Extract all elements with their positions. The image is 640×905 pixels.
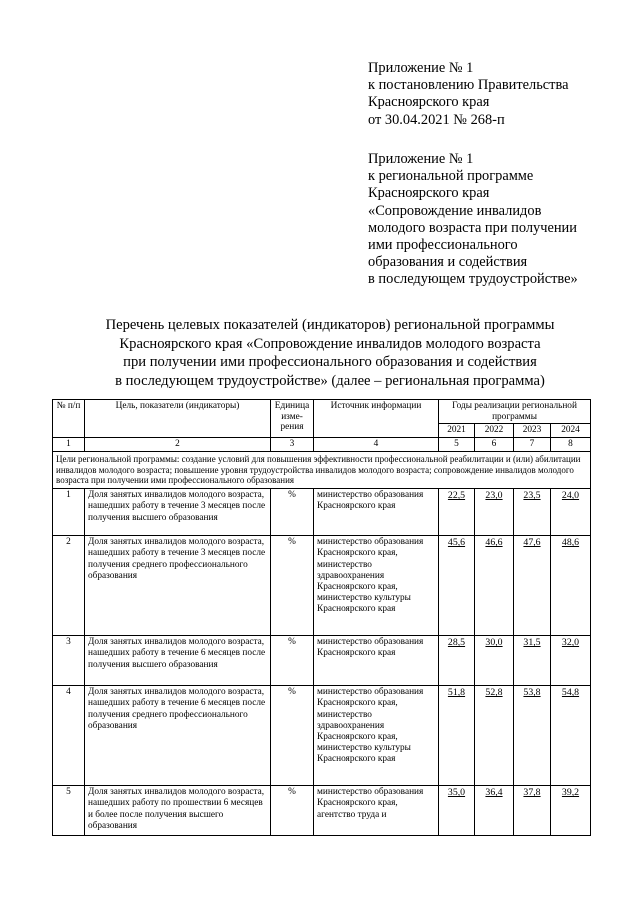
goal-text: Цели региональной программы: создание условий для повышения эффективности профессиональной реабилитации и (или) абилитации инвалидов молодого возраста; повышение уровня трудоустройства инвалидов молодого возраста; сопровождение инвалидов молодого возраста при получении ими профессионального образования [53,451,591,488]
table-row [53,489,591,536]
header-year: 2021 [439,424,475,438]
header-year: 2022 [475,424,514,438]
appendix-1-line: к постановлению Правительства [368,77,569,94]
table-row [53,786,591,836]
appendix-2-line: в последующем трудоустройстве» [368,271,578,288]
row-indicator: Доля занятых инвалидов молодого возраста, нашедших работу в течение 6 месяцев после получения среднего профессионального образования [85,686,271,786]
row-value-2022: 23,0 [475,489,514,536]
row-value-2024: 32,0 [551,636,591,686]
header-unit: Единица изме-рения [271,400,314,438]
row-value-2023: 53,8 [514,686,551,786]
row-value-2021: 45,6 [439,536,475,636]
row-source: министерство образования Красноярского края [314,636,439,686]
row-indicator: Доля занятых инвалидов молодого возраста, нашедших работу в течение 6 месяцев после получения высшего образования [85,636,271,686]
appendix-2-line: к региональной программе [368,168,534,185]
row-source: министерство образования Красноярского края [314,489,439,536]
table-header-row [53,400,591,424]
header-goal: Цель, показатели (индикаторы) [85,400,271,438]
row-indicator: Доля занятых инвалидов молодого возраста, нашедших работу в течение 3 месяцев после получения высшего образования [85,489,271,536]
row-value-2024: 48,6 [551,536,591,636]
row-value-2022: 52,8 [475,686,514,786]
header-source: Источник информации [314,400,439,438]
row-source: министерство образования Красноярского края, министерство здравоохранения Красноярского края, министерство культуры Красноярского края [314,686,439,786]
appendix-2-header [368,151,578,289]
row-value-2021: 35,0 [439,786,475,836]
row-value-2021: 51,8 [439,686,475,786]
row-value-2022: 36,4 [475,786,514,836]
row-value-2024: 24,0 [551,489,591,536]
column-number: 8 [551,437,591,451]
column-number: 6 [475,437,514,451]
column-number: 7 [514,437,551,451]
header-year: 2023 [514,424,551,438]
appendix-1-line: Приложение № 1 [368,60,474,76]
row-number: 1 [53,489,85,536]
row-value-2023: 23,5 [514,489,551,536]
appendix-1-line: от 30.04.2021 № 268-п [368,111,505,128]
table-row [53,686,591,786]
row-number: 4 [53,686,85,786]
row-value-2023: 31,5 [514,636,551,686]
table-row [53,536,591,636]
row-unit: % [271,536,314,636]
table-row [53,636,591,686]
header-year: 2024 [551,424,591,438]
title-line: в последующем трудоустройстве» (далее – региональная программа) [115,372,545,389]
row-value-2022: 46,6 [475,536,514,636]
row-number: 2 [53,536,85,636]
row-value-2023: 47,6 [514,536,551,636]
goal-row [53,451,591,488]
row-indicator: Доля занятых инвалидов молодого возраста, нашедших работу по прошествии 6 месяцев и более после получения высшего образования [85,786,271,836]
column-number: 3 [271,437,314,451]
appendix-2-line: Красноярского края [368,185,490,202]
appendix-2-line: «Сопровождение инвалидов [368,202,542,219]
row-value-2021: 22,5 [439,489,475,536]
title-line: Перечень целевых показателей (индикаторов) региональной программы [105,317,555,333]
appendix-2-line: молодого возраста при получении [368,219,577,236]
header-years-group: Годы реализации региональной программы [439,400,591,424]
row-value-2023: 37,8 [514,786,551,836]
row-value-2024: 54,8 [551,686,591,786]
appendix-2-line: образования и содействия [368,254,528,271]
row-value-2024: 39,2 [551,786,591,836]
title-line: при получении ими профессионального образования и содействия [123,354,537,371]
row-value-2021: 28,5 [439,636,475,686]
appendix-2-line: ими профессионального [368,237,518,254]
column-number: 4 [314,437,439,451]
column-number: 2 [85,437,271,451]
column-number: 1 [53,437,85,451]
appendix-1-line: Красноярского края [368,94,490,111]
row-number: 3 [53,636,85,686]
column-number: 5 [439,437,475,451]
appendix-1-header [368,60,568,129]
row-value-2022: 30,0 [475,636,514,686]
row-unit: % [271,786,314,836]
header-num: № п/п [53,400,85,438]
appendix-2-line: Приложение № 1 [368,151,474,167]
row-number: 5 [53,786,85,836]
row-indicator: Доля занятых инвалидов молодого возраста, нашедших работу в течение 3 месяцев после получения среднего профессионального образования [85,536,271,636]
row-source: министерство образования Красноярского края, агентство труда и [314,786,439,836]
row-unit: % [271,636,314,686]
row-unit: % [271,489,314,536]
document-title [40,316,620,390]
column-numbers-row [53,437,591,451]
title-line: Красноярского края «Сопровождение инвалидов молодого возраста [119,335,541,352]
row-source: министерство образования Красноярского края, министерство здравоохранения Красноярского края, министерство культуры Красноярского края [314,536,439,636]
indicators-table [52,399,591,836]
row-unit: % [271,686,314,786]
